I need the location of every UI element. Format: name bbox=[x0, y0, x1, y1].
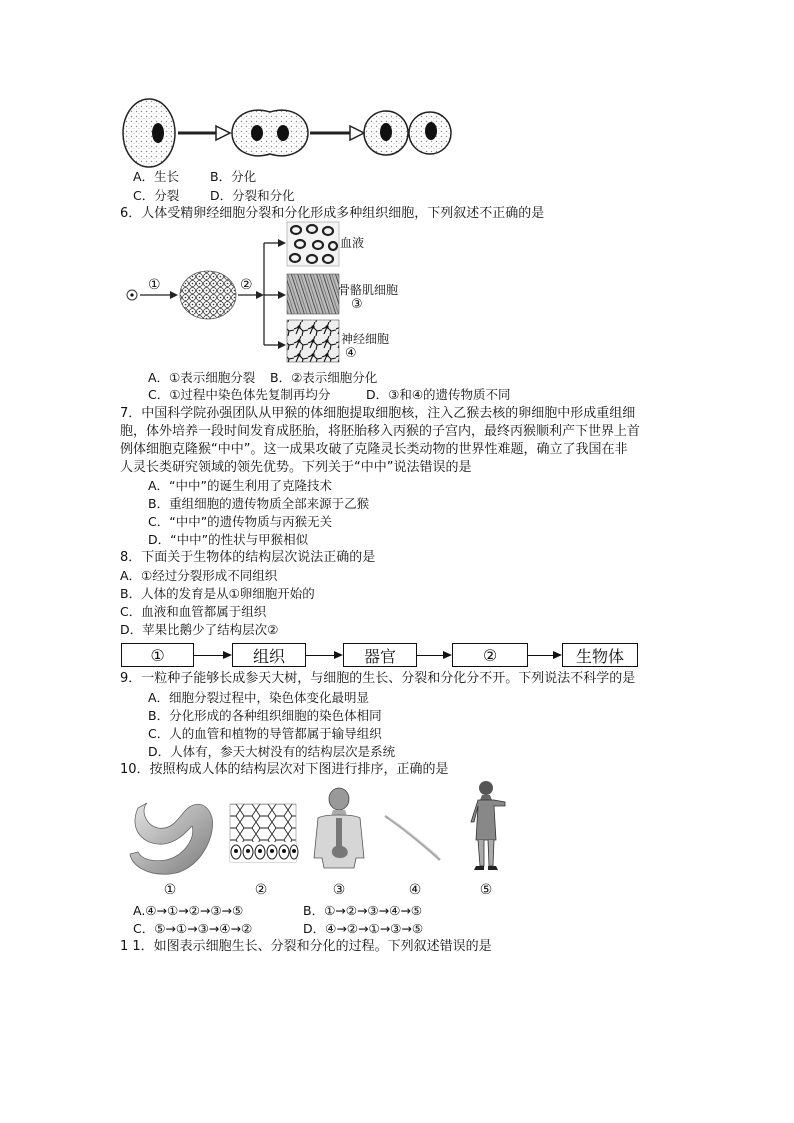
q7-stem-line-1: 7．中国科学院孙强团队从甲猴的体细胞提取细胞核，注入乙猴去核的卵细胞中形成重组细 bbox=[120, 406, 636, 421]
q6-option-a: A．①表示细胞分裂 bbox=[148, 370, 256, 385]
q8-option-c: C．血液和血管都属于组织 bbox=[120, 604, 267, 619]
q10-num-4: ④ bbox=[408, 882, 422, 898]
q6-option-b: B．②表示细胞分化 bbox=[270, 370, 378, 385]
flow-box-3: 器官 bbox=[343, 643, 417, 667]
cell-strand-image bbox=[385, 816, 440, 860]
q7-option-d: D．“中中”的性状与甲猴相似 bbox=[148, 532, 309, 547]
q7-stem-line-4: 人灵长类研究领域的领先优势。下列关于“中中”说法错误的是 bbox=[120, 460, 472, 475]
q5-option-a: A．生长 bbox=[133, 169, 180, 184]
q11-stem: 1 1．如图表示细胞生长、分裂和分化的过程。下列叙述错误的是 bbox=[120, 939, 492, 954]
q10-num-2: ② bbox=[254, 882, 268, 898]
q10-num-3: ③ bbox=[332, 882, 346, 898]
q9-option-c: C．人的血管和植物的导管都属于输导组织 bbox=[148, 726, 382, 741]
flow-box-1: ① bbox=[121, 643, 194, 667]
q8-stem: 8．下面关于生物体的结构层次说法正确的是 bbox=[120, 550, 376, 565]
q6-option-c: C．①过程中染色体先复制再均分 bbox=[148, 387, 331, 402]
q9-option-b: B．分化形成的各种组织细胞的染色体相同 bbox=[148, 708, 382, 723]
q8-option-b: B．人体的发育是从①卵细胞开始的 bbox=[120, 586, 315, 601]
q10-option-d: D．④→②→①→③→⑤ bbox=[303, 921, 424, 936]
q6-label-step2: ② bbox=[240, 277, 253, 293]
q7-stem-line-2: 胞，体外培养一段时间发育成胚胎，将胚胎移入丙猴的子宫内，最终丙猴顺利产下世界上首 bbox=[120, 424, 641, 439]
q6-label-muscle: 骨骼肌细胞 bbox=[338, 283, 399, 297]
q10-option-c: C．⑤→①→③→④→② bbox=[133, 921, 253, 936]
q10-num-1: ① bbox=[163, 882, 177, 898]
q5-option-c: C．分裂 bbox=[133, 188, 180, 203]
q9-stem: 9．一粒种子能够长成参天大树，与细胞的生长、分裂和分化分不开。下列说法不科学的是 bbox=[120, 671, 636, 686]
q10-option-a: A.④→①→②→③→⑤ bbox=[133, 903, 244, 918]
q6-label-nerve: 神经细胞 bbox=[341, 332, 390, 346]
q10-option-b: B．①→②→③→④→⑤ bbox=[303, 903, 423, 918]
q6-label-step1: ① bbox=[148, 277, 161, 293]
q8-option-a: A．①经过分裂形成不同组织 bbox=[120, 568, 278, 583]
stomach-image bbox=[130, 803, 213, 874]
human-body-image bbox=[471, 781, 505, 870]
q6-label-blood: 血液 bbox=[340, 236, 365, 250]
human-system-image bbox=[314, 788, 364, 868]
q10-num-5: ⑤ bbox=[479, 882, 493, 898]
q7-option-a: A．“中中”的诞生利用了克隆技术 bbox=[148, 478, 333, 493]
q6-label-nerve-num: ④ bbox=[345, 346, 357, 361]
q10-stem: 10．按照构成人体的结构层次对下图进行排序，正确的是 bbox=[120, 762, 449, 777]
q7-option-b: B．重组细胞的遗传物质全部来源于乙猴 bbox=[148, 496, 370, 511]
q7-option-c: C．“中中”的遗传物质与丙猴无关 bbox=[148, 514, 333, 529]
q6-stem: 6．人体受精卵经细胞分裂和分化形成多种组织细胞，下列叙述不正确的是 bbox=[120, 206, 545, 221]
q6-option-d: D．③和④的遗传物质不同 bbox=[366, 387, 511, 402]
q9-option-d: D．人体有，参天大树没有的结构层次是系统 bbox=[148, 744, 396, 759]
q5-option-d: D．分裂和分化 bbox=[210, 188, 295, 203]
q7-stem-line-3: 例体细胞克隆猴“中中”。这一成果攻破了克隆灵长类动物的世界性难题，确立了我国在非 bbox=[120, 442, 628, 457]
q8-option-d: D．苹果比鹅少了结构层次② bbox=[120, 622, 279, 637]
q5-option-b: B．分化 bbox=[210, 169, 257, 184]
q9-option-a: A．细胞分裂过程中，染色体变化最明显 bbox=[148, 690, 370, 705]
flow-box-4: ② bbox=[452, 643, 528, 667]
flow-box-2: 组织 bbox=[232, 643, 306, 667]
q6-label-muscle-num: ③ bbox=[351, 297, 363, 312]
flow-box-5: 生物体 bbox=[562, 643, 638, 667]
